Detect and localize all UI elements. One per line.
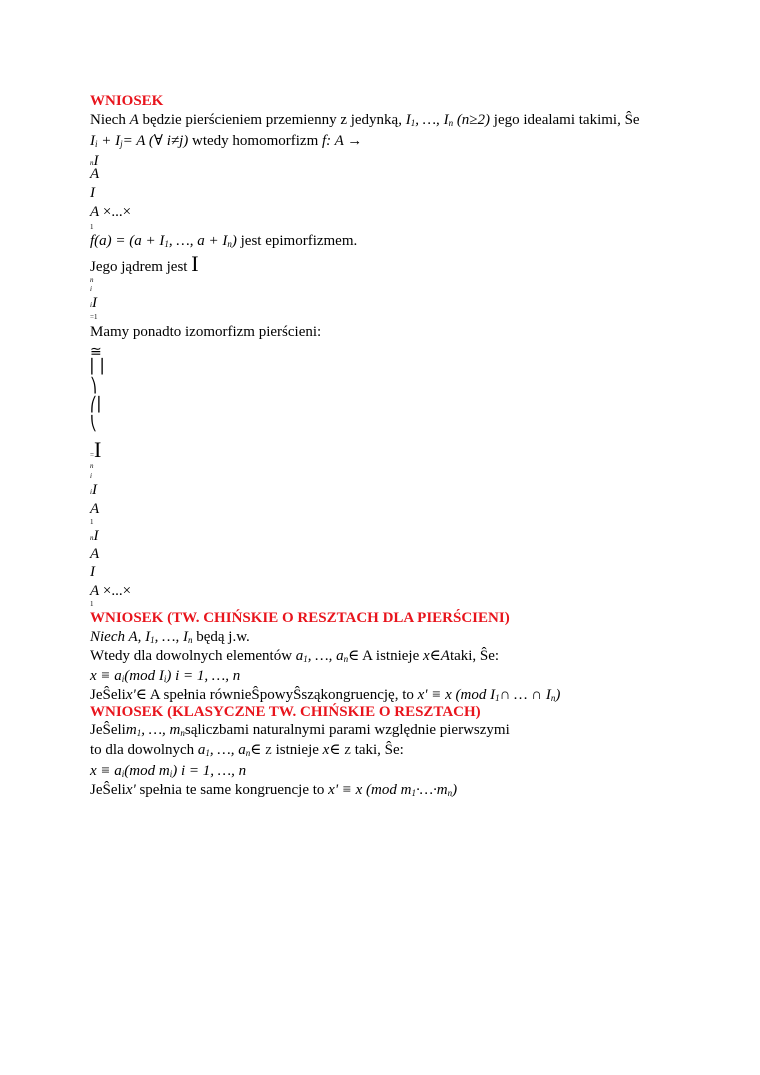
bracket-fragment: ⎝ bbox=[90, 416, 97, 432]
formula-fragment-product bbox=[90, 203, 131, 221]
bracket-fragment: ⎞ bbox=[90, 378, 97, 394]
heading-wniosek-1: WNIOSEK bbox=[90, 93, 164, 109]
math-var: I bbox=[90, 185, 95, 201]
math-text: ∈ A bbox=[135, 687, 160, 703]
heading-wniosek-chinese-rings: WNIOSEK (TW. CHIŃSKIE O RESZTACH DLA PIERŚCIENI) bbox=[90, 610, 510, 626]
text-segment: JeŜeli bbox=[90, 782, 126, 798]
math-var: a bbox=[295, 648, 304, 664]
math-text: ×...× bbox=[99, 583, 132, 599]
math-text: x ≡ a bbox=[90, 763, 122, 779]
math-text: = bbox=[90, 451, 94, 459]
formula-fragment-eq1: =1 bbox=[90, 313, 98, 321]
text-line-niech-a bbox=[90, 111, 640, 132]
math-text: ) bbox=[555, 687, 561, 703]
text-segment: będą j.w. bbox=[192, 629, 250, 645]
math-text: , …, a bbox=[209, 742, 246, 758]
math-text: ∈ bbox=[329, 742, 345, 758]
formula-fragment-one: 1 bbox=[90, 223, 94, 231]
math-var: I bbox=[91, 482, 97, 498]
subscript: i bbox=[95, 139, 98, 149]
math-text: ) bbox=[231, 233, 237, 249]
math-var: x' bbox=[125, 687, 136, 703]
math-text: (mod m bbox=[124, 763, 170, 779]
math-var: I bbox=[93, 528, 99, 544]
subscript: 1 bbox=[495, 693, 500, 703]
text-segment: Niech bbox=[90, 112, 130, 128]
text-segment: sąliczbami naturalnymi parami względnie pierwszymi bbox=[184, 722, 510, 738]
formula-fragment-i bbox=[90, 563, 95, 581]
text-segment: taki, Ŝe: bbox=[350, 742, 404, 758]
text-segment: JeŜeli bbox=[90, 687, 126, 703]
math-var: x bbox=[322, 742, 330, 758]
math-text: , …, a bbox=[307, 648, 344, 664]
subscript: n bbox=[227, 239, 232, 249]
math-var: I bbox=[405, 112, 411, 128]
text-segment: spełnia te same kongruencje to bbox=[135, 782, 329, 798]
text-line-congruence-integers bbox=[90, 762, 246, 783]
math-var: I bbox=[93, 153, 99, 169]
subscript: j bbox=[120, 139, 123, 149]
subscript: 1 bbox=[411, 788, 416, 798]
subscript: 1 bbox=[164, 239, 169, 249]
math-text: f: A → bbox=[322, 133, 363, 149]
formula-fragment-product bbox=[90, 582, 131, 600]
math-var: n bbox=[90, 462, 94, 470]
math-text: x' ≡ x (mod m bbox=[328, 782, 412, 798]
text-line-epimorphism bbox=[90, 232, 357, 253]
math-text: , …, bbox=[415, 112, 444, 128]
math-var: I bbox=[443, 112, 449, 128]
subscript: n bbox=[180, 728, 185, 738]
subscript: n bbox=[550, 693, 556, 703]
integers-symbol: Z bbox=[265, 745, 272, 757]
subscript: i bbox=[163, 674, 167, 684]
text-segment: Jego jądrem jest bbox=[90, 259, 192, 275]
formula-fragment-a bbox=[90, 545, 99, 563]
subscript: n bbox=[343, 654, 349, 664]
bracket-fragment: ⎛⎜ bbox=[90, 397, 104, 413]
text-line-to-dla bbox=[90, 741, 404, 762]
math-text: , …, m bbox=[141, 722, 181, 738]
text-segment: jest epimorfizmem. bbox=[236, 233, 358, 249]
math-text: , …, a + I bbox=[168, 233, 228, 249]
math-text: (mod I bbox=[124, 668, 164, 684]
intersection-symbol: I bbox=[93, 437, 102, 462]
formula-fragment-i-index bbox=[90, 285, 92, 293]
formula-fragment-n bbox=[90, 276, 94, 284]
math-var: A bbox=[90, 546, 100, 562]
math-text: ∈ A bbox=[348, 648, 373, 664]
subscript: n bbox=[245, 748, 251, 758]
subscript: i bbox=[169, 769, 173, 779]
math-var: i bbox=[90, 285, 92, 293]
text-line-ideals-sum bbox=[90, 132, 362, 153]
math-var: x bbox=[422, 648, 430, 664]
text-segment: będzie pierścieniem przemienny z jedynką, bbox=[138, 112, 406, 128]
math-var: A bbox=[90, 583, 100, 599]
text-segment: spełnia równieŜpowyŜsząkongruencję, to bbox=[159, 687, 418, 703]
math-var: A bbox=[129, 112, 139, 128]
subscript: i bbox=[90, 301, 92, 309]
formula-fragment-a bbox=[90, 500, 99, 518]
text-line-kernel bbox=[90, 252, 199, 276]
math-text: , …, I bbox=[154, 629, 188, 645]
math-var: I bbox=[90, 564, 95, 580]
math-var: A bbox=[440, 648, 450, 664]
formula-fragment-a bbox=[90, 165, 99, 183]
math-var: I bbox=[90, 133, 95, 149]
subscript: 1 bbox=[150, 635, 155, 645]
math-text: ×...× bbox=[99, 204, 132, 220]
math-text: = A (∀ i≠j) bbox=[122, 133, 189, 149]
text-line-niech-jw bbox=[90, 628, 250, 649]
subscript: i bbox=[90, 488, 92, 496]
math-text: + I bbox=[97, 133, 121, 149]
math-text: f(a) = (a + I bbox=[90, 233, 165, 249]
math-var: A bbox=[90, 204, 100, 220]
formula-fragment-n bbox=[90, 462, 94, 470]
formula-fragment-i-index bbox=[90, 472, 92, 480]
text-segment: wtedy homomorfizm bbox=[188, 133, 322, 149]
math-text: Niech A, I bbox=[90, 629, 151, 645]
math-var: n bbox=[90, 276, 94, 284]
math-var: A bbox=[90, 166, 100, 182]
intersection-symbol: I bbox=[191, 251, 199, 276]
text-line-isomorphism: Mamy ponadto izomorfizm pierścieni: bbox=[90, 324, 322, 340]
subscript: n bbox=[90, 159, 94, 167]
subscript: i bbox=[121, 769, 125, 779]
math-var: i bbox=[90, 472, 92, 480]
text-segment: istnieje bbox=[372, 648, 423, 664]
formula-fragment-i bbox=[90, 184, 95, 202]
math-text: ) i = 1, …, n bbox=[166, 668, 241, 684]
subscript: n bbox=[448, 118, 454, 128]
math-text: ∈ bbox=[429, 648, 441, 664]
text-segment: Wtedy dla dowolnych elementów bbox=[90, 648, 296, 664]
math-text: ·…·m bbox=[415, 782, 448, 798]
math-var: A bbox=[90, 501, 100, 517]
text-line-jesli-moduli bbox=[90, 721, 510, 742]
formula-fragment-ii bbox=[90, 481, 97, 499]
text-segment: istnieje bbox=[271, 742, 323, 758]
math-text: ) i = 1, …, n bbox=[172, 763, 247, 779]
text-line-congruence-ideals bbox=[90, 667, 240, 688]
text-segment: JeŜeli bbox=[90, 722, 126, 738]
subscript: 1 bbox=[136, 728, 142, 738]
math-var: a bbox=[197, 742, 206, 758]
integers-symbol: Z bbox=[344, 745, 351, 757]
text-segment: taki, Ŝe: bbox=[449, 648, 500, 664]
math-text: ∈ bbox=[250, 742, 266, 758]
math-text: (n≥2) bbox=[453, 112, 491, 128]
math-var: x' bbox=[125, 782, 136, 798]
subscript: n bbox=[187, 635, 193, 645]
text-segment: to dla dowolnych bbox=[90, 742, 198, 758]
formula-fragment-n-i bbox=[90, 527, 99, 545]
text-segment: jego idealami takimi, Ŝe bbox=[490, 112, 640, 128]
heading-wniosek-classic-chinese: WNIOSEK (KLASYCZNE TW. CHIŃSKIE O RESZTACH) bbox=[90, 704, 481, 720]
math-text: ) bbox=[452, 782, 458, 798]
formula-fragment-one: 1 bbox=[90, 600, 94, 608]
formula-fragment-eq-i bbox=[90, 438, 101, 462]
formula-fragment-one: 1 bbox=[90, 518, 94, 526]
subscript: 1 bbox=[205, 748, 210, 758]
text-line-jesli-final bbox=[90, 781, 457, 802]
congruence-symbol: ≅ bbox=[90, 344, 102, 360]
text-line-wtedy bbox=[90, 647, 499, 668]
formula-fragment-ii bbox=[90, 294, 97, 312]
subscript: n bbox=[90, 534, 94, 542]
math-text: x' ≡ x (mod I bbox=[417, 687, 496, 703]
subscript: 1 bbox=[303, 654, 308, 664]
subscript: n bbox=[447, 788, 453, 798]
math-text: x ≡ a bbox=[90, 668, 122, 684]
math-var: m bbox=[125, 722, 137, 738]
bracket-fragment: ⎜⎟ bbox=[90, 359, 104, 375]
math-var: I bbox=[91, 295, 97, 311]
subscript: i bbox=[121, 674, 125, 684]
math-text: ∩ … ∩ I bbox=[499, 687, 551, 703]
subscript: 1 bbox=[410, 118, 416, 128]
